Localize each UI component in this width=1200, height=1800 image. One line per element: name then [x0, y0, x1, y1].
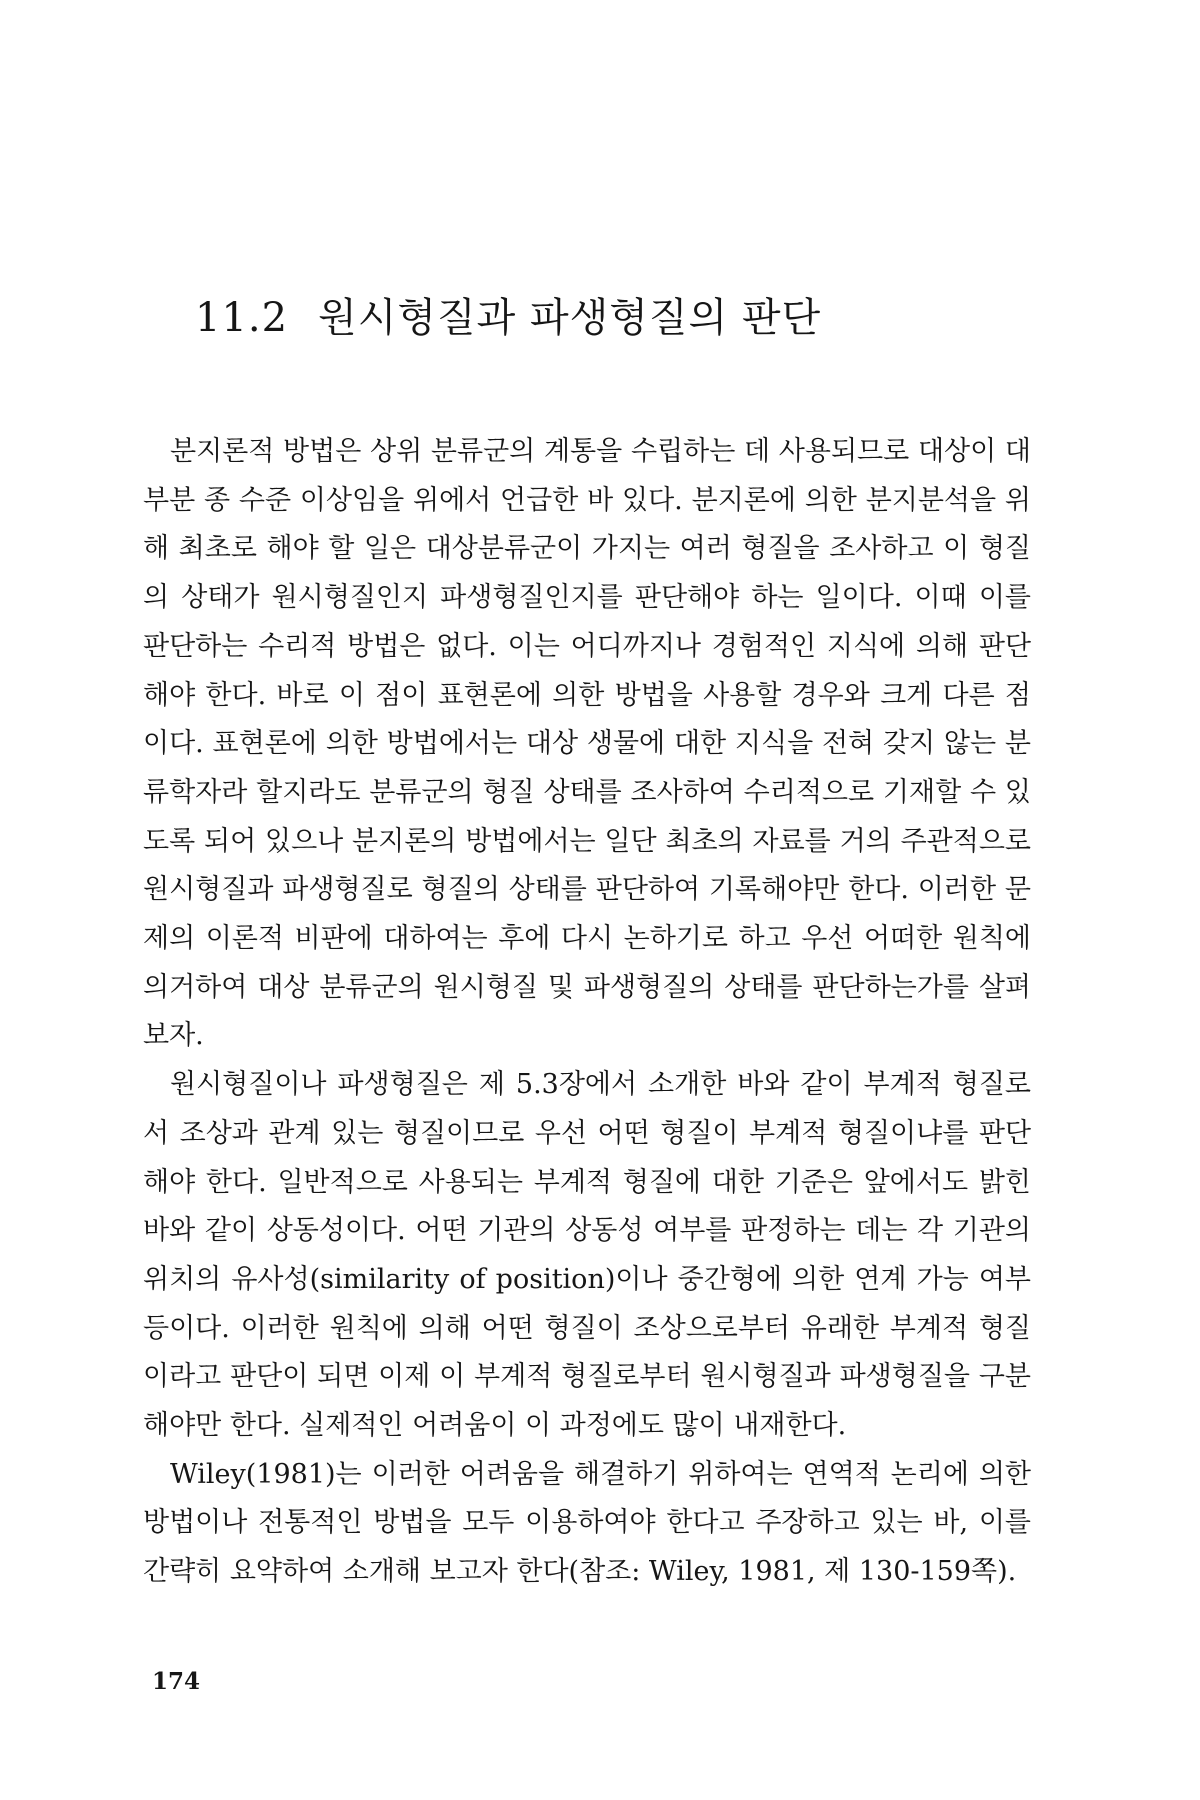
- paragraph-2: 원시형질이나 파생형질은 제 5.3장에서 소개한 바와 같이 부계적 형질로서 조상과 관계 있는 형질이므로 우선 어떤 형질이 부계적 형질이냐를 판단해야 한다. 일반적으로 사용되는 부계적 형질에 대한 기준은 앞에서도 밝힌 바와 같이 상동성이다. 어떤 기관의 상동성 여부를 판정하는 데는 각 기관의 위치의 유사성(similarity of position)이나 중간형에 의한 연계 가능 여부 등이다. 이러한 원칙에 의해 어떤 형질이 조상으로부터 유래한 부계적 형질이라고 판단이 되면 이제 이 부계적 형질로부터 원시형질과 파생형질을 구분해야만 한다. 실제적인 어려움이 이 과정에도 많이 내재한다.: [143, 1069, 1031, 1442]
- body-text: [143, 428, 1031, 1597]
- paragraph-3: Wiley(1981)는 이러한 어려움을 해결하기 위하여는 연역적 논리에 의한 방법이나 전통적인 방법을 모두 이용하여야 한다고 주장하고 있는 바, 이를 간략히 요약하여 소개해 보고자 한다(참조: Wiley, 1981, 제 130-159쪽).: [143, 1458, 1031, 1588]
- section-number: 11.2: [195, 295, 289, 341]
- section-heading: [195, 290, 1095, 346]
- section-title-text: 원시형질과 파생형질의 판단: [318, 295, 822, 341]
- page-number: 174: [152, 1668, 201, 1695]
- paragraph-1: 분지론적 방법은 상위 분류군의 계통을 수립하는 데 사용되므로 대상이 대부분 종 수준 이상임을 위에서 언급한 바 있다. 분지론에 의한 분지분석을 위해 최초로 해야 할 일은 대상분류군이 가지는 여러 형질을 조사하고 이 형질의 상태가 원시형질인지 파생형질인지를 판단해야 하는 일이다. 이때 이를 판단하는 수리적 방법은 없다. 이는 어디까지나 경험적인 지식에 의해 판단해야 한다. 바로 이 점이 표현론에 의한 방법을 사용할 경우와 크게 다른 점이다. 표현론에 의한 방법에서는 대상 생물에 대한 지식을 전혀 갖지 않는 분류학자라 할지라도 분류군의 형질 상태를 조사하여 수리적으로 기재할 수 있도록 되어 있으나 분지론의 방법에서는 일단 최초의 자료를 거의 주관적으로 원시형질과 파생형질로 형질의 상태를 판단하여 기록해야만 한다. 이러한 문제의 이론적 비판에 대하여는 후에 다시 논하기로 하고 우선 어떠한 원칙에 의거하여 대상 분류군의 원시형질 및 파생형질의 상태를 판단하는가를 살펴보자.: [143, 436, 1031, 1052]
